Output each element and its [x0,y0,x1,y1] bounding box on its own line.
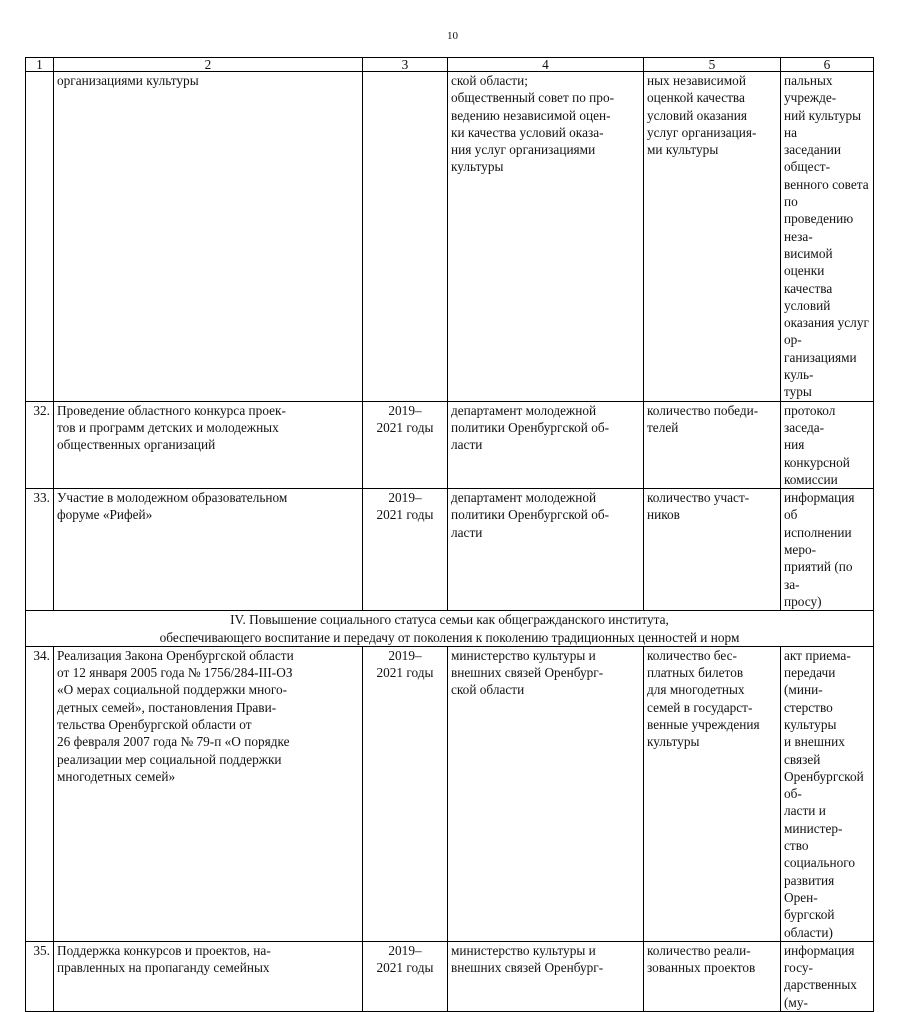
row-number: 34. [26,646,54,941]
section-heading: IV. Повышение социального статуса семьи как общегражданского института, обеспечивающего воспитание и передачу от поколения к поколению традиционных ценностей и норм [26,611,874,647]
measure-name: организациями культуры [54,72,363,402]
indicator: количество победи- телей [644,401,781,488]
deadline: 2019– 2021 годы [363,646,448,941]
table-row [26,401,874,488]
executor: ской области; общественный совет по про- ведению независимой оцен- ки качества условий оказа- ния услуг организациями культуры [448,72,644,402]
executor: министерство культуры и внешних связей Оренбург- [448,941,644,1011]
indicator: количество реали- зованных проектов [644,941,781,1011]
measure-name: Поддержка конкурсов и проектов, на- правленных на пропаганду семейных [54,941,363,1011]
result-form: информация об исполнении меро- приятий (по за- просу) [781,489,874,611]
executor: министерство культуры и внешних связей Оренбург- ской области [448,646,644,941]
col-header-2: 2 [54,58,363,72]
row-number: 35. [26,941,54,1011]
table-row [26,646,874,941]
col-header-4: 4 [448,58,644,72]
result-form: информация госу- дарственных (му- [781,941,874,1011]
deadline: 2019– 2021 годы [363,401,448,488]
table-row [26,72,874,402]
col-header-1: 1 [26,58,54,72]
result-form: пальных учрежде- ний культуры на заседании общест- венного совета по проведению неза- висимой оценки качества условий оказания услуг ор- ганизациями куль- туры [781,72,874,402]
deadline: 2019– 2021 годы [363,941,448,1011]
result-form: акт приема- передачи (мини- стерство культуры и внешних связей Оренбургской об- ласти и министер- ство социального развития Орен- бургской области) [781,646,874,941]
indicator: ных независимой оценкой качества условий оказания услуг организация- ми культуры [644,72,781,402]
executor: департамент молодежной политики Оренбургской об- ласти [448,401,644,488]
row-number [26,72,54,402]
column-number-row [26,58,874,72]
row-number: 33. [26,489,54,611]
executor: департамент молодежной политики Оренбургской об- ласти [448,489,644,611]
result-form: протокол заседа- ния конкурсной комиссии [781,401,874,488]
col-header-3: 3 [363,58,448,72]
indicator: количество бес- платных билетов для многодетных семей в государст- венные учреждения культуры [644,646,781,941]
col-header-5: 5 [644,58,781,72]
table-row [26,489,874,611]
measure-name: Реализация Закона Оренбургской области от 12 января 2005 года № 1756/284-III-ОЗ «О мерах социальной поддержки много- детных семей», постановления Прави- тельства Оренбургской области от 26 февраля 2007 года № 79-п «О порядке реализации мер социальной поддержки многодетных семей» [54,646,363,941]
deadline: 2019– 2021 годы [363,489,448,611]
section-heading-row [26,611,874,647]
row-number: 32. [26,401,54,488]
col-header-6: 6 [781,58,874,72]
indicator: количество участ- ников [644,489,781,611]
deadline [363,72,448,402]
page-number: 10 [447,30,458,42]
table-row [26,941,874,1011]
measure-name: Проведение областного конкурса проек- тов и программ детских и молодежных общественных организаций [54,401,363,488]
measures-table [25,57,874,1012]
measure-name: Участие в молодежном образовательном форуме «Рифей» [54,489,363,611]
